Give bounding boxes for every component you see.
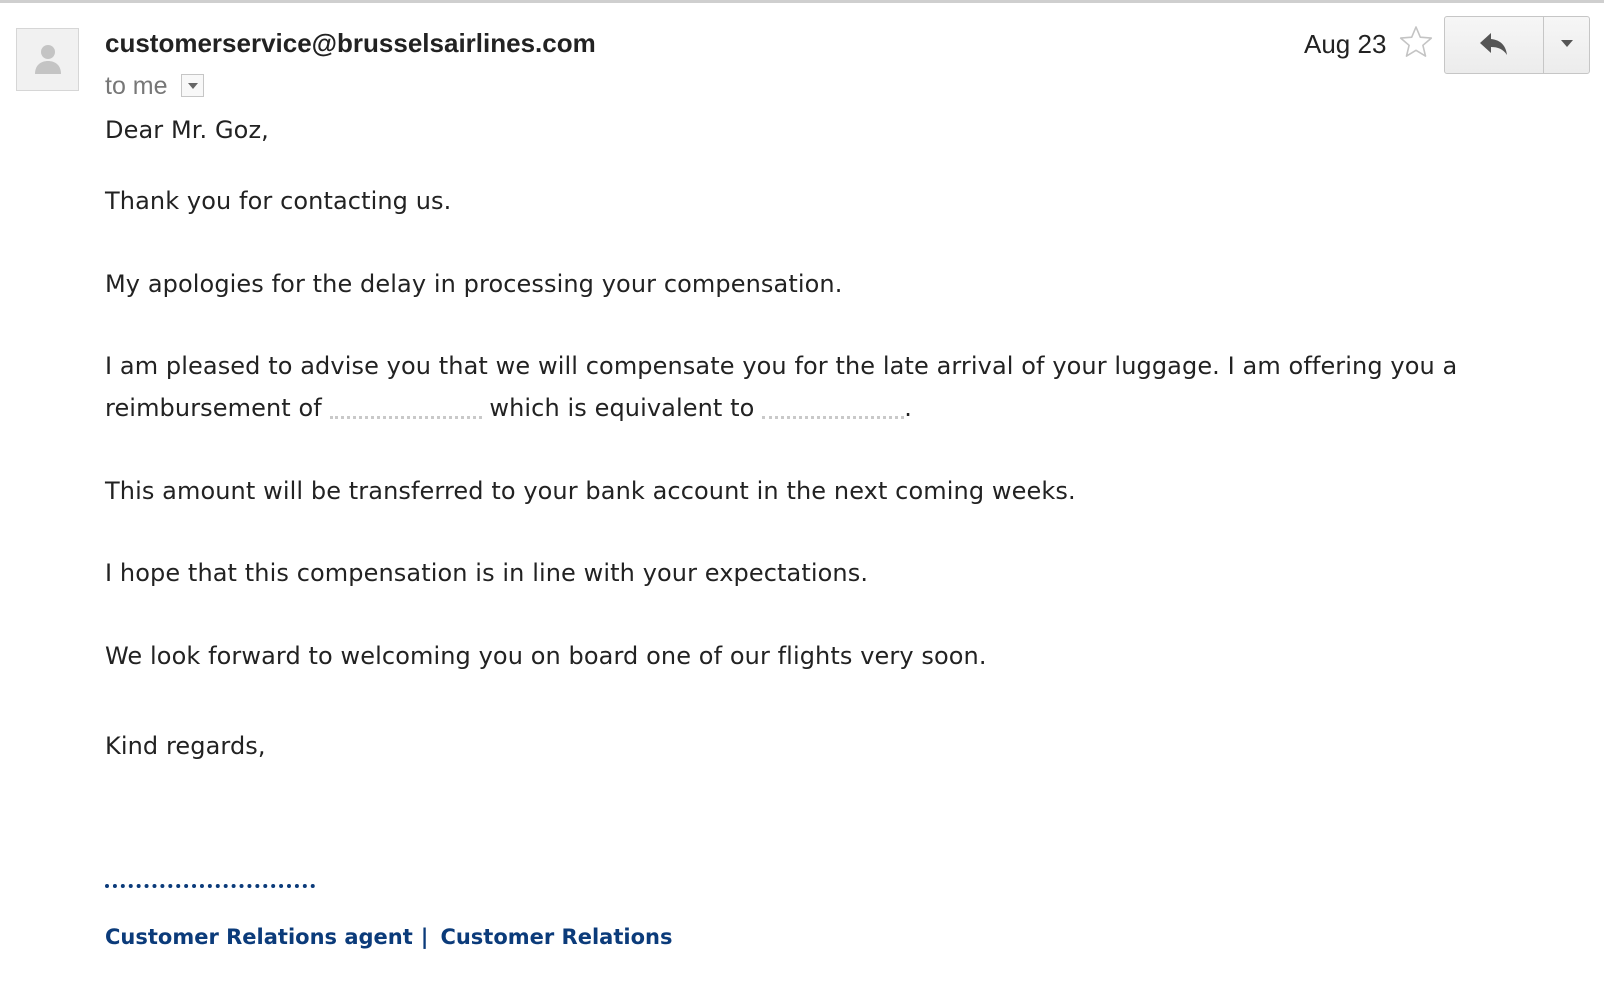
- signature-links: [105, 922, 672, 952]
- sender-avatar[interactable]: [16, 28, 79, 91]
- email-paragraph-continued: [105, 387, 912, 429]
- recipient-line: to me: [105, 72, 168, 100]
- email-paragraph: I hope that this compensation is in line with your expectations.: [105, 559, 869, 587]
- paragraph-text: reimbursement of: [105, 394, 322, 422]
- redacted-amount: [762, 395, 904, 419]
- paragraph-text: which is equivalent to: [489, 394, 755, 422]
- reply-button-group: [1444, 16, 1590, 74]
- email-paragraph: This amount will be transferred to your bank account in the next coming weeks.: [105, 477, 1076, 505]
- email-paragraph: Thank you for contacting us.: [105, 187, 452, 215]
- email-closing: Kind regards,: [105, 732, 266, 760]
- show-details-button[interactable]: [181, 74, 204, 97]
- email-paragraph: My apologies for the delay in processing your compensation.: [105, 270, 843, 298]
- email-date: Aug 23: [1304, 29, 1387, 59]
- customer-relations-agent-link[interactable]: Customer Relations agent: [105, 925, 413, 949]
- top-divider: [0, 0, 1604, 3]
- reply-icon: [1479, 31, 1509, 57]
- email-paragraph: We look forward to welcoming you on board one of our flights very soon.: [105, 642, 987, 670]
- paragraph-text: .: [904, 394, 912, 422]
- redacted-amount: [330, 395, 482, 419]
- reply-button[interactable]: [1445, 17, 1544, 73]
- person-avatar-icon: [34, 43, 62, 75]
- chevron-down-icon: [187, 82, 199, 90]
- chevron-down-icon: [1560, 39, 1574, 48]
- email-paragraph: I am pleased to advise you that we will compensate you for the late arrival of your luggage. I am offering you a: [105, 352, 1458, 380]
- signature-name-cropped: [105, 884, 315, 888]
- more-actions-button[interactable]: [1544, 17, 1589, 73]
- email-greeting: Dear Mr. Goz,: [105, 116, 269, 144]
- signature-separator: |: [420, 925, 429, 949]
- star-icon: [1398, 24, 1434, 60]
- sender-address[interactable]: customerservice@brusselsairlines.com: [105, 28, 596, 58]
- star-button[interactable]: [1398, 24, 1434, 65]
- customer-relations-link[interactable]: Customer Relations: [440, 925, 673, 949]
